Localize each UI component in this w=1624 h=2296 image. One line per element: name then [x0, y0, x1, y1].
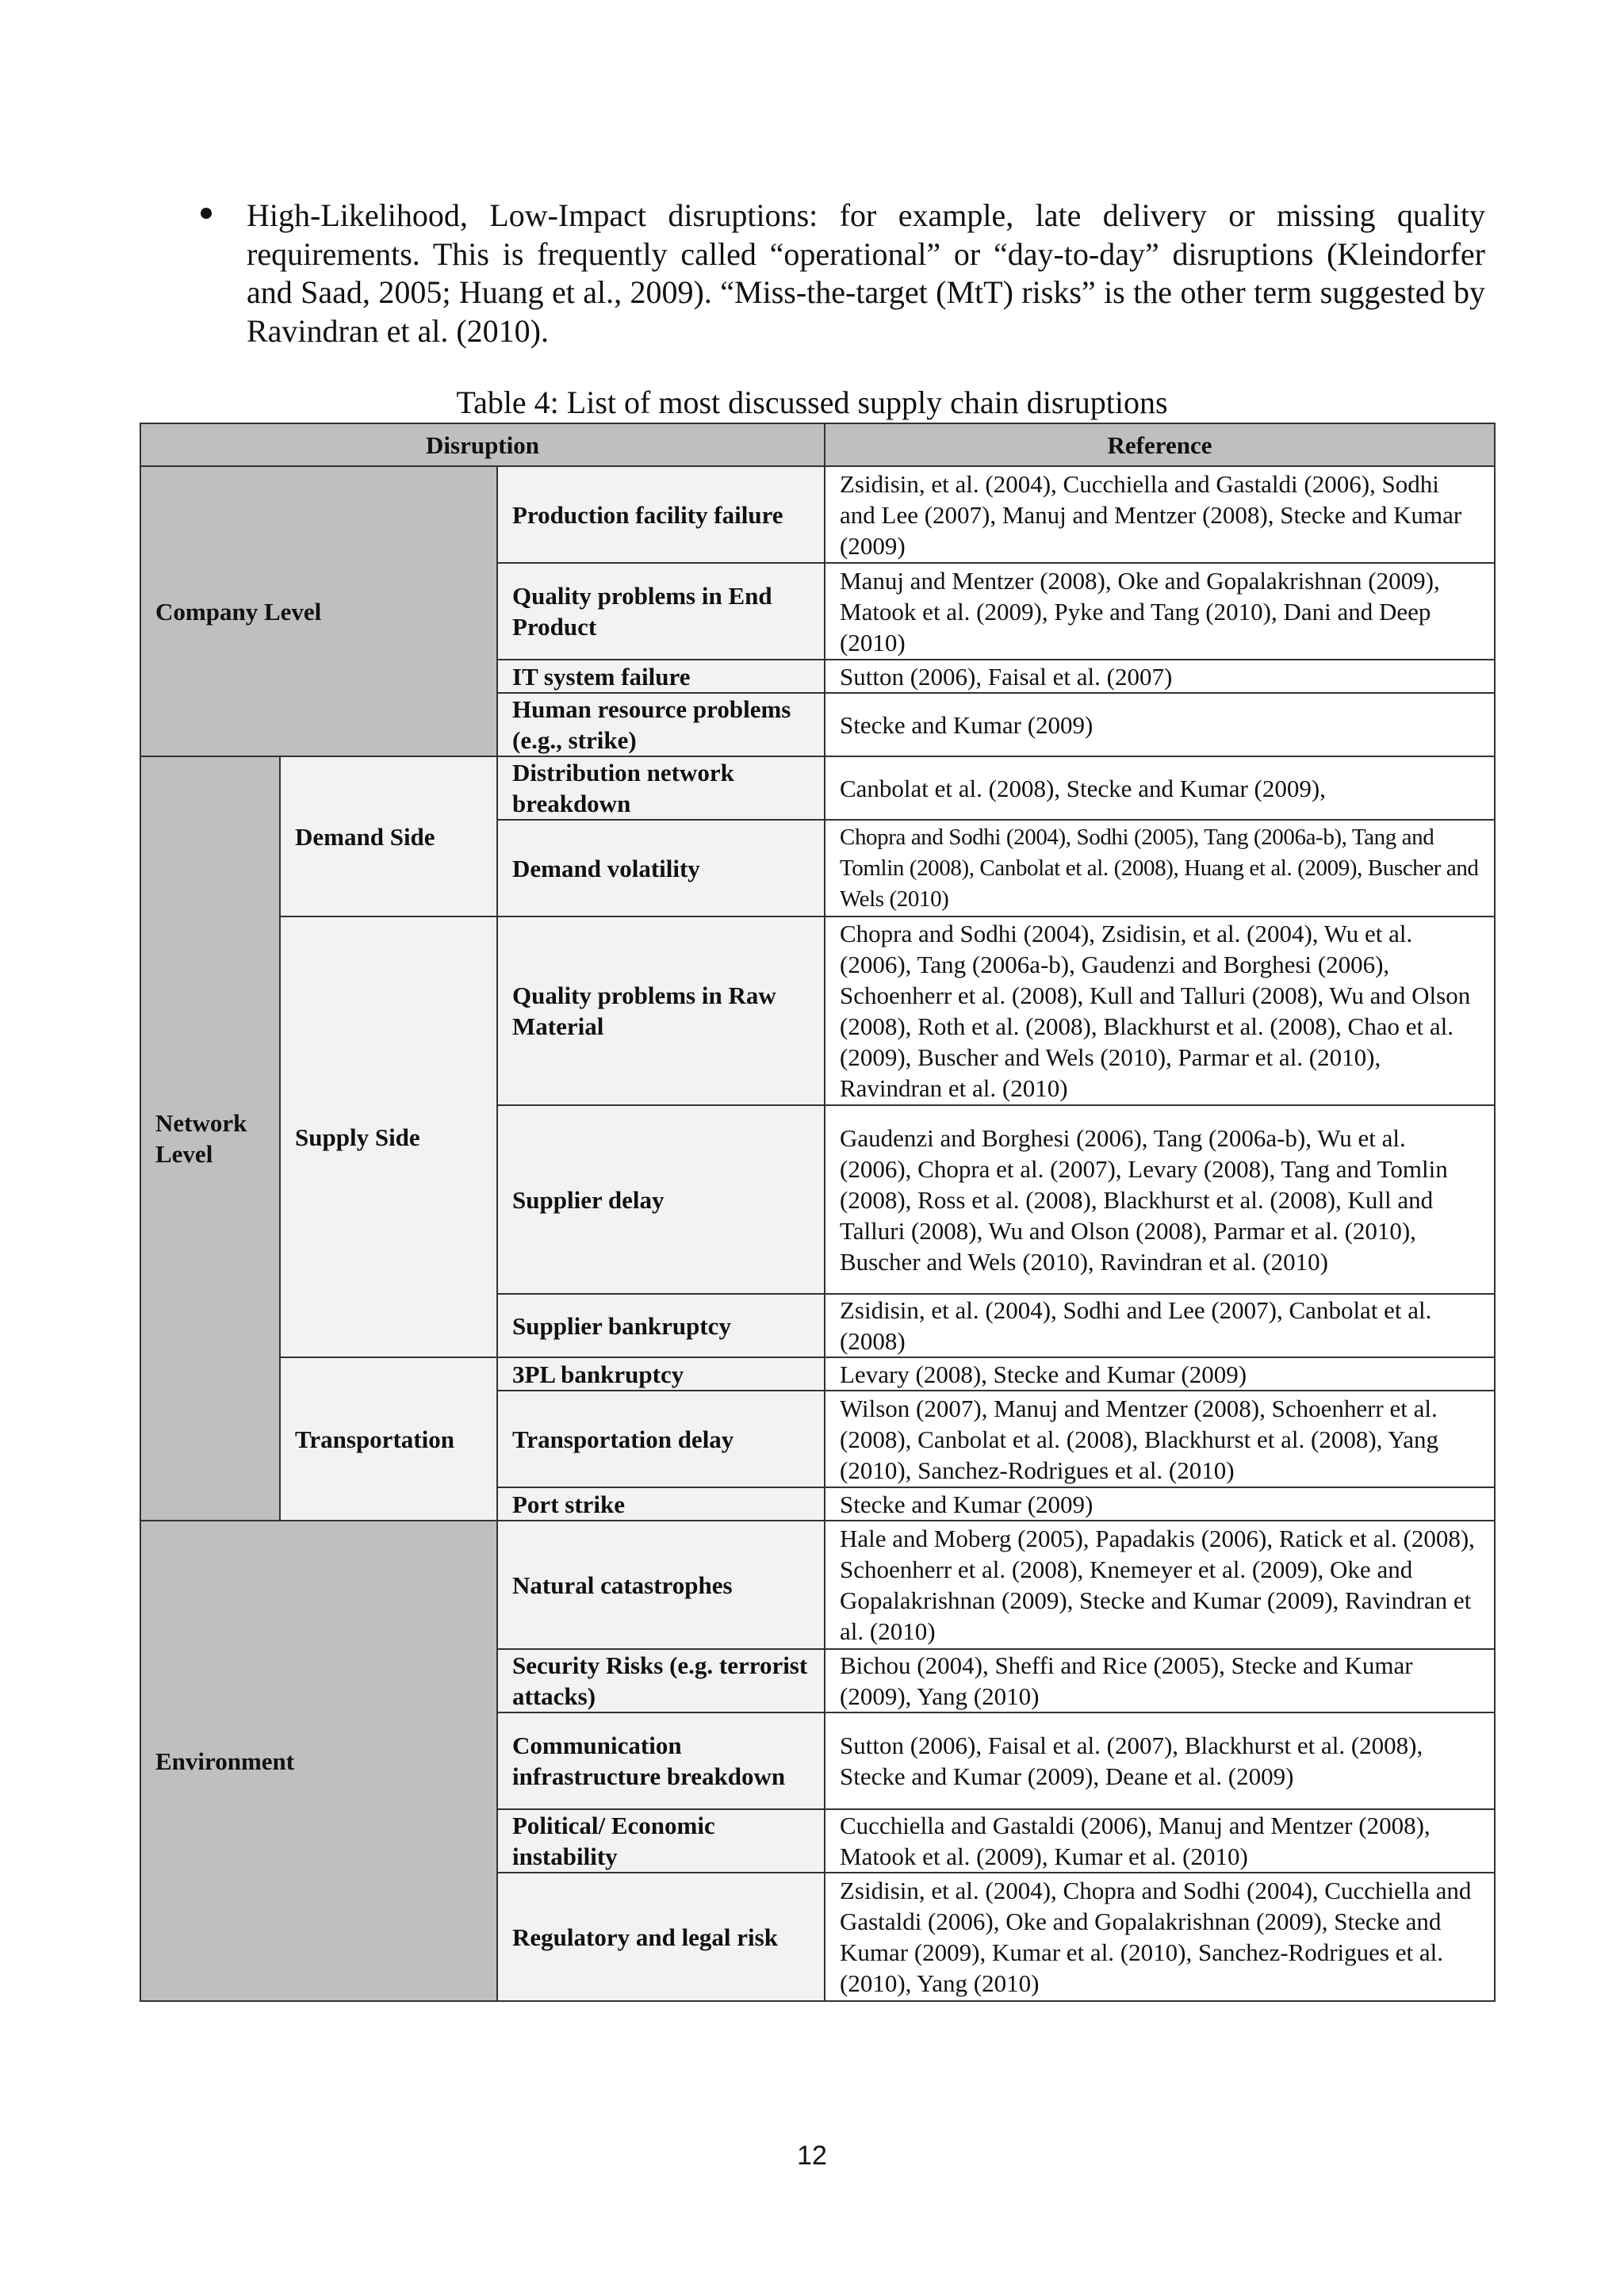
- reference-cell: Wilson (2007), Manuj and Mentzer (2008), Schoenherr et al. (2008), Canbolat et al. (2008), Blackhurst et al. (2008), Yang (2010), Sanchez-Rodrigues et al. (2010): [825, 1391, 1495, 1487]
- disruption-cell: Natural catastrophes: [497, 1521, 825, 1649]
- table-header-row: [140, 423, 1495, 466]
- reference-cell: Chopra and Sodhi (2004), Zsidisin, et al. (2004), Wu et al. (2006), Tang (2006a-b), Gaudenzi and Borghesi (2006), Schoenherr et al. (2008), Kull and Talluri (2008), Wu and Olson (2008), Roth et al. (2008), Blackhurst et al. (2008), Chao et al. (2009), Buscher and Wels (2010), Parmar et al. (2010), Ravindran et al. (2010): [825, 916, 1495, 1105]
- reference-cell: Zsidisin, et al. (2004), Sodhi and Lee (2007), Canbolat et al. (2008): [825, 1294, 1495, 1357]
- page-number: 12: [797, 2141, 827, 2171]
- reference-cell: Sutton (2006), Faisal et al. (2007), Blackhurst et al. (2008), Stecke and Kumar (2009), Deane et al. (2009): [825, 1712, 1495, 1809]
- reference-cell: Levary (2008), Stecke and Kumar (2009): [825, 1357, 1495, 1391]
- level-company: Company Level: [140, 466, 497, 756]
- disruption-cell: Communication infrastructure breakdown: [497, 1712, 825, 1809]
- reference-cell: Zsidisin, et al. (2004), Chopra and Sodhi (2004), Cucchiella and Gastaldi (2006), Oke and Gopalakrishnan (2009), Stecke and Kumar (2009), Kumar et al. (2010), Sanchez-Rodrigues et al. (2010), Yang (2010): [825, 1873, 1495, 2001]
- reference-cell: Zsidisin, et al. (2004), Cucchiella and Gastaldi (2006), Sodhi and Lee (2007), Manuj and Mentzer (2008), Stecke and Kumar (2009): [825, 466, 1495, 563]
- reference-cell: Manuj and Mentzer (2008), Oke and Gopalakrishnan (2009), Matook et al. (2009), Pyke and Tang (2010), Dani and Deep (2010): [825, 563, 1495, 660]
- disruption-cell: Port strike: [497, 1487, 825, 1521]
- disruption-cell: 3PL bankruptcy: [497, 1357, 825, 1391]
- table-row: [140, 916, 1495, 1105]
- disruption-cell: Regulatory and legal risk: [497, 1873, 825, 2001]
- table-row: [140, 756, 1495, 820]
- disruption-cell: Demand volatility: [497, 820, 825, 916]
- disruption-cell: Quality problems in End Product: [497, 563, 825, 660]
- disruption-cell: Transportation delay: [497, 1391, 825, 1487]
- table-row: [140, 1357, 1495, 1391]
- bullet-marker: [201, 208, 212, 219]
- table-row: [140, 1521, 1495, 1649]
- header-disruption: Disruption: [140, 423, 825, 466]
- bullet-paragraph: High-Likelihood, Low-Impact disruptions: for example, late delivery or missing quality requirements. This is frequently called “operational” or “day-to-day” disruptions (Kleindorfer and Saad, 2005; Huang et al., 2009). “Miss-the-target (MtT) risks” is the other term suggested by Ravindran et al. (2010).: [247, 197, 1485, 349]
- disruption-cell: Security Risks (e.g. terrorist attacks): [497, 1649, 825, 1712]
- table-caption: Table 4: List of most discussed supply chain disruptions: [456, 385, 1168, 420]
- disruption-cell: Distribution network breakdown: [497, 756, 825, 820]
- level-supply-side: Supply Side: [280, 916, 497, 1357]
- reference-cell: Hale and Moberg (2005), Papadakis (2006), Ratick et al. (2008), Schoenherr et al. (2008), Knemeyer et al. (2009), Oke and Gopalakrishnan (2009), Stecke and Kumar (2009), Ravindran et al. (2010): [825, 1521, 1495, 1649]
- level-demand-side: Demand Side: [280, 756, 497, 916]
- reference-cell: Canbolat et al. (2008), Stecke and Kumar (2009),: [825, 756, 1495, 820]
- reference-cell: Chopra and Sodhi (2004), Sodhi (2005), Tang (2006a-b), Tang and Tomlin (2008), Canbolat et al. (2008), Huang et al. (2009), Buscher and Wels (2010): [825, 820, 1495, 916]
- level-network: Network Level: [140, 756, 280, 1521]
- level-environment: Environment: [140, 1521, 497, 2001]
- disruption-cell: Quality problems in Raw Material: [497, 916, 825, 1105]
- reference-cell: Sutton (2006), Faisal et al. (2007): [825, 660, 1495, 693]
- disruption-cell: Supplier delay: [497, 1105, 825, 1294]
- disruptions-table: [140, 423, 1496, 2002]
- reference-cell: Stecke and Kumar (2009): [825, 693, 1495, 756]
- reference-cell: Gaudenzi and Borghesi (2006), Tang (2006a-b), Wu et al. (2006), Chopra et al. (2007), Levary (2008), Tang and Tomlin (2008), Ross et al. (2008), Blackhurst et al. (2008), Kull and Talluri (2008), Wu and Olson (2008), Parmar et al. (2010), Buscher and Wels (2010), Ravindran et al. (2010): [825, 1105, 1495, 1294]
- disruption-cell: Supplier bankruptcy: [497, 1294, 825, 1357]
- reference-cell: Stecke and Kumar (2009): [825, 1487, 1495, 1521]
- table-row: [140, 466, 1495, 563]
- reference-cell: Cucchiella and Gastaldi (2006), Manuj and Mentzer (2008), Matook et al. (2009), Kumar et al. (2010): [825, 1809, 1495, 1873]
- disruption-cell: IT system failure: [497, 660, 825, 693]
- reference-cell: Bichou (2004), Sheffi and Rice (2005), Stecke and Kumar (2009), Yang (2010): [825, 1649, 1495, 1712]
- disruption-cell: Political/ Economic instability: [497, 1809, 825, 1873]
- header-reference: Reference: [825, 423, 1495, 466]
- disruption-cell: Production facility failure: [497, 466, 825, 563]
- level-transportation: Transportation: [280, 1357, 497, 1521]
- disruption-cell: Human resource problems (e.g., strike): [497, 693, 825, 756]
